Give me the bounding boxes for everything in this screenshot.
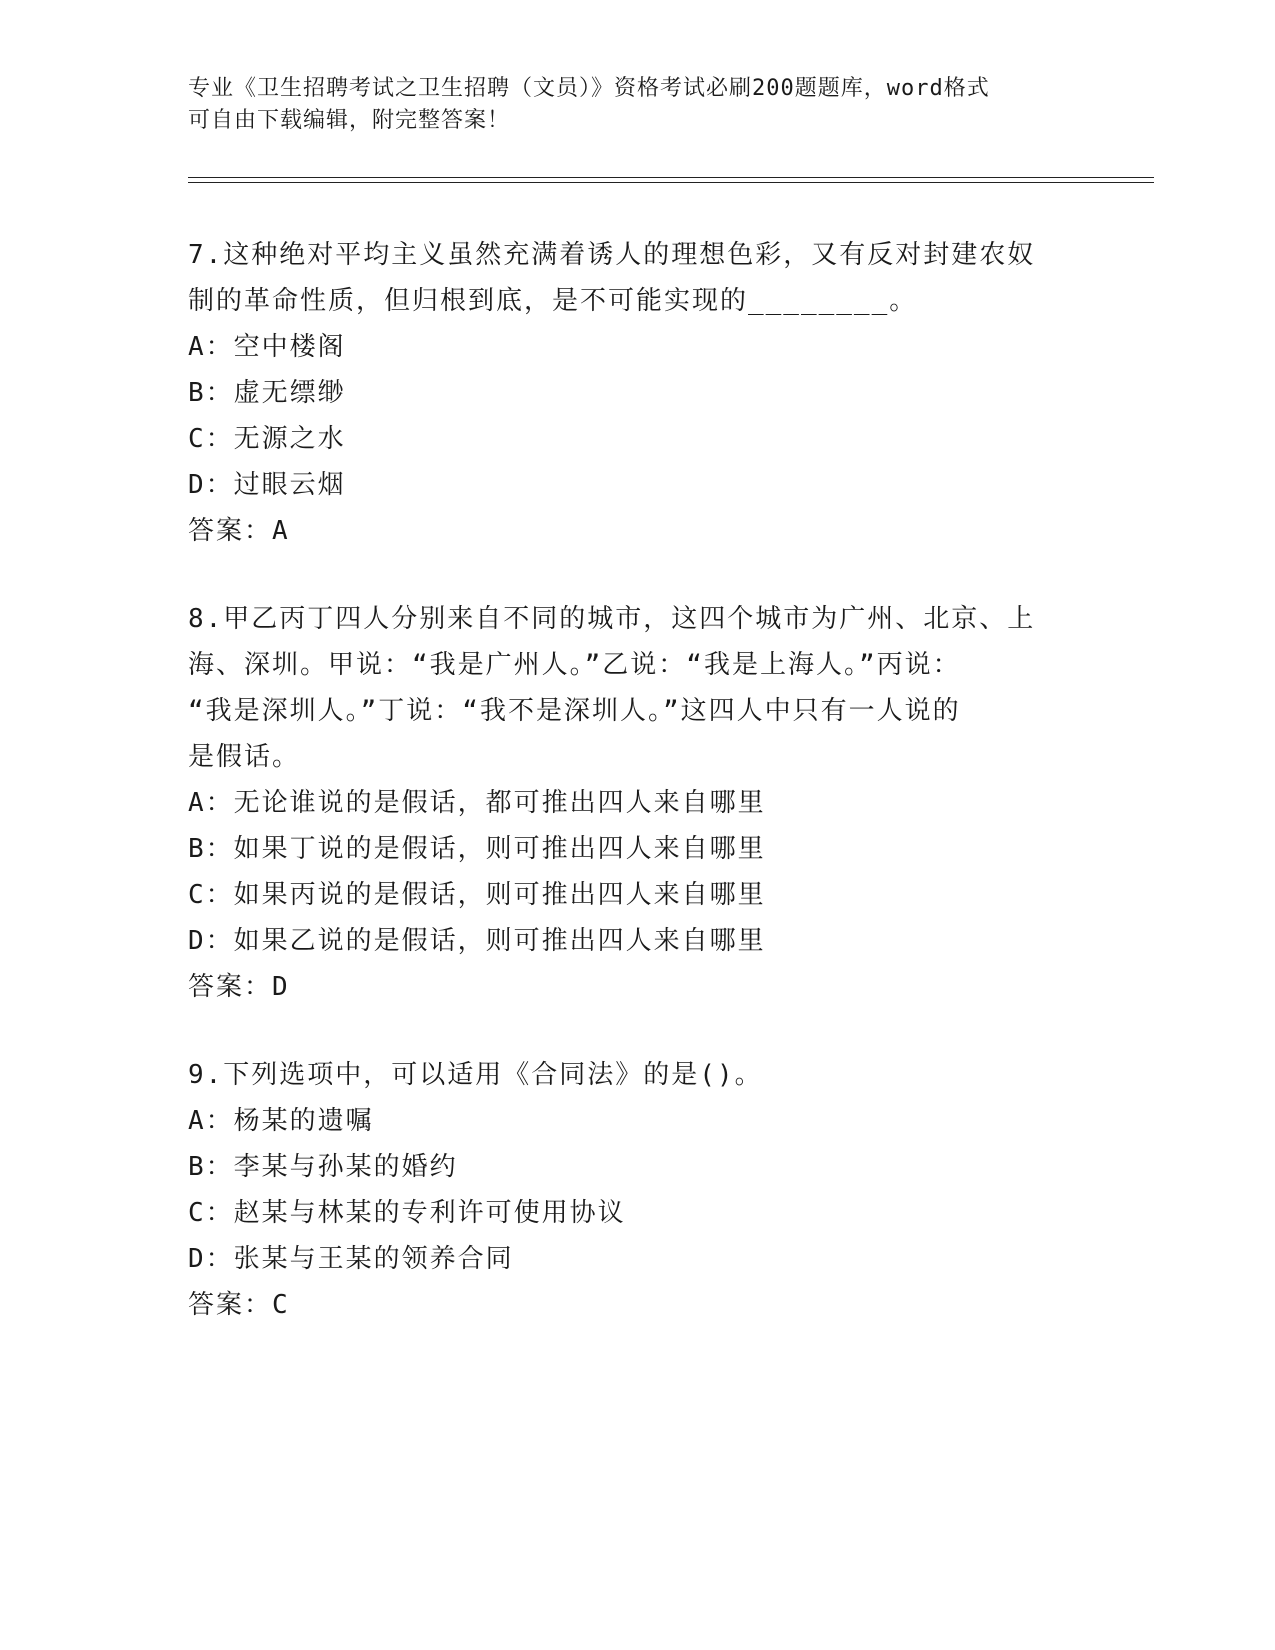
- question-stem: [188, 596, 1068, 780]
- stem-line: 制的革命性质，但归根到底，是不可能实现的________。: [188, 286, 918, 316]
- answer: [188, 508, 1068, 554]
- question-7: [188, 232, 1068, 554]
- stem-line: 是假话。: [188, 742, 301, 772]
- option-d: D：张某与王某的领养合同: [188, 1244, 514, 1274]
- stem-line: 海、深圳。甲说：“我是广州人。”乙说：“我是上海人。”丙说：: [188, 650, 961, 680]
- option-d: D：如果乙说的是假话，则可推出四人来自哪里: [188, 926, 766, 956]
- answer-value: A: [272, 516, 290, 546]
- option-a: A：无论谁说的是假话，都可推出四人来自哪里: [188, 788, 766, 818]
- answer: [188, 1282, 1068, 1328]
- answer-value: C: [272, 1290, 290, 1320]
- header-line-1: 专业《卫生招聘考试之卫生招聘（文员）》资格考试必刷200题题库，word格式: [188, 76, 990, 101]
- answer-value: D: [272, 972, 290, 1002]
- option-a: A：空中楼阁: [188, 332, 346, 362]
- answer: [188, 964, 1068, 1010]
- answer-label: 答案：: [188, 516, 273, 546]
- stem-line: 7.这种绝对平均主义虽然充满着诱人的理想色彩，又有反对封建农奴: [188, 240, 1036, 270]
- stem-line: “我是深圳人。”丁说：“我不是深圳人。”这四人中只有一人说的: [188, 696, 961, 726]
- question-9: [188, 1052, 1068, 1328]
- answer-label: 答案：: [188, 972, 273, 1002]
- stem-line: 9.下列选项中，可以适用《合同法》的是()。: [188, 1060, 763, 1090]
- header-divider-bottom: [188, 182, 1154, 183]
- option-c: C：无源之水: [188, 424, 346, 454]
- answer-label: 答案：: [188, 1290, 273, 1320]
- header-line-2: 可自由下载编辑，附完整答案！: [188, 108, 511, 133]
- option-c: C：如果丙说的是假话，则可推出四人来自哪里: [188, 880, 766, 910]
- option-c: C：赵某与林某的专利许可使用协议: [188, 1198, 626, 1228]
- option-d: D：过眼云烟: [188, 470, 346, 500]
- question-stem: [188, 232, 1068, 324]
- question-8: [188, 596, 1068, 1010]
- option-b: B：李某与孙某的婚约: [188, 1152, 458, 1182]
- header-divider-top: [188, 177, 1154, 178]
- document-header: [188, 73, 1068, 137]
- option-a: A：杨某的遗嘱: [188, 1106, 374, 1136]
- option-b: B：如果丁说的是假话，则可推出四人来自哪里: [188, 834, 766, 864]
- question-stem: [188, 1052, 1068, 1098]
- option-b: B：虚无缥缈: [188, 378, 346, 408]
- stem-line: 8.甲乙丙丁四人分别来自不同的城市，这四个城市为广州、北京、上: [188, 604, 1036, 634]
